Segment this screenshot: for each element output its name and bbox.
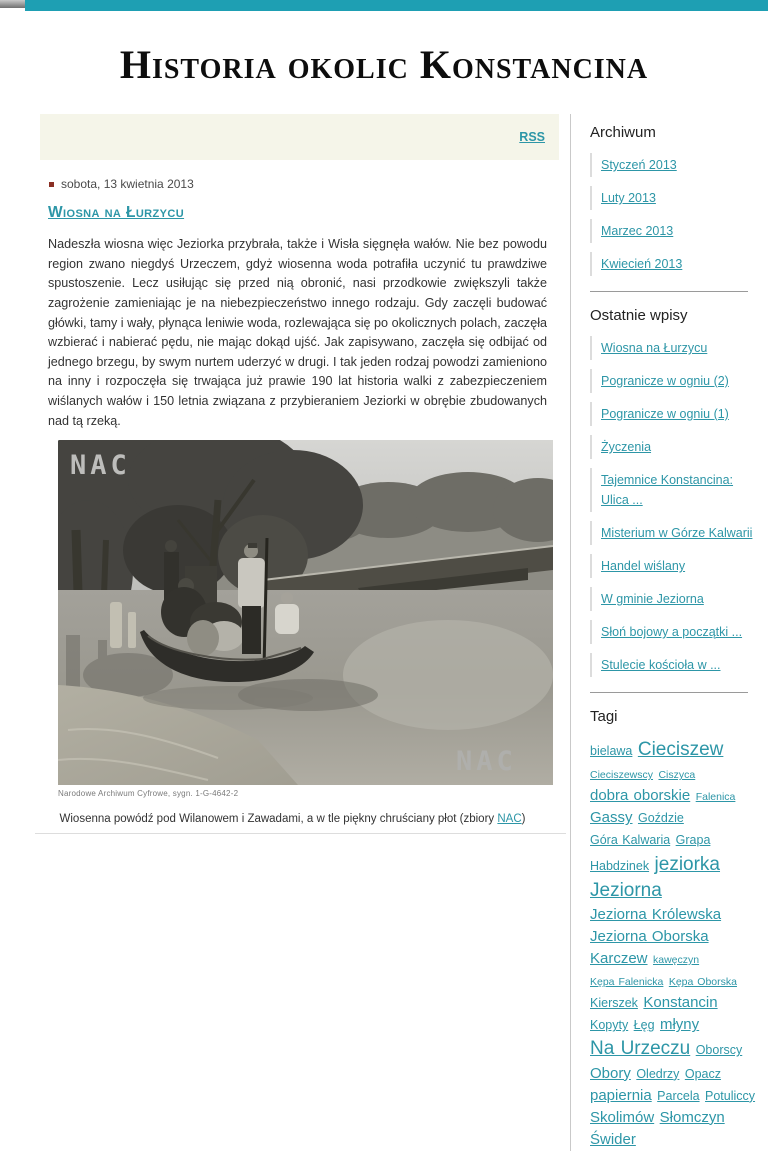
tag-link[interactable]: Kępa Oborska — [668, 976, 737, 989]
tag-link[interactable]: kawęczyn — [652, 954, 700, 967]
flood-photo-illustration — [58, 440, 553, 785]
top-bar-gray-segment — [0, 0, 25, 8]
recent-posts-heading: Ostatnie wpisy — [590, 307, 688, 324]
sidebar-divider — [590, 291, 748, 292]
tag-link[interactable]: Cieciszew — [637, 739, 724, 760]
post-title — [48, 200, 566, 222]
date-bullet-icon — [49, 182, 54, 187]
sidebar-divider — [590, 692, 748, 693]
top-bar-teal-segment — [25, 0, 768, 11]
tag-link[interactable]: Obory — [590, 1064, 631, 1082]
sidebar-list-item — [590, 336, 760, 360]
tag-link[interactable]: Kopyty — [590, 1018, 629, 1033]
sidebar-list-item — [590, 153, 760, 177]
recent-posts-widget — [590, 307, 760, 677]
archive-widget — [590, 124, 760, 276]
tag-link[interactable]: Góra Kalwaria — [590, 833, 671, 848]
tag-link[interactable]: dobra oborskie — [590, 787, 691, 805]
recent-post-link[interactable]: Wiosna na Łurzycu — [601, 341, 708, 355]
tag-link[interactable]: Oledrzy — [636, 1066, 680, 1081]
tag-link[interactable]: Falenica — [695, 791, 736, 804]
sidebar-list-item — [590, 521, 760, 545]
archive-heading: Archiwum — [590, 124, 656, 141]
tag-link[interactable]: Konstancin — [643, 994, 718, 1012]
tag-cloud — [590, 737, 760, 1151]
archive-link[interactable]: Styczeń 2013 — [601, 158, 677, 172]
post-date-line — [49, 177, 566, 191]
tags-heading: Tagi — [590, 708, 618, 725]
tag-link[interactable]: Kierszek — [590, 996, 638, 1011]
sidebar-list-item — [590, 554, 760, 578]
caption-text-end: ) — [521, 813, 526, 826]
tag-link[interactable]: Łęg — [633, 1018, 655, 1033]
tag-link[interactable]: Ciszyca — [658, 769, 696, 782]
page-layout — [0, 114, 768, 1151]
recent-post-link[interactable]: Tajemnice Konstancina: Ulica ... — [601, 473, 734, 507]
tag-link[interactable]: Karczew — [590, 950, 648, 968]
sidebar-list-item — [590, 435, 760, 459]
tag-link[interactable]: Jeziorna Oborska — [590, 928, 709, 946]
photo-caption — [35, 813, 550, 825]
recent-post-link[interactable]: W gminie Jeziorna — [601, 592, 704, 606]
tag-link[interactable]: Skolimów — [590, 1108, 655, 1126]
main-column — [35, 114, 566, 1151]
tag-link[interactable]: Oborscy — [695, 1043, 743, 1058]
tag-link[interactable]: bielawa — [590, 744, 633, 758]
archive-list — [590, 153, 760, 276]
recent-post-link[interactable]: Pogranicze w ogniu (2) — [601, 374, 729, 388]
tag-link[interactable]: Grapa — [675, 833, 711, 848]
post-date: sobota, 13 kwietnia 2013 — [61, 177, 194, 191]
sidebar-list-item — [590, 402, 760, 426]
photo-credit: Narodowe Archiwum Cyfrowe, sygn. 1-G-4642-2 — [58, 789, 239, 799]
tag-link[interactable]: Cieciszewscy — [590, 769, 654, 782]
page-title: Historia okolic Konstancina — [119, 42, 649, 87]
sidebar-list-item — [590, 219, 760, 243]
tag-link[interactable]: jeziorka — [654, 853, 721, 875]
tag-link[interactable]: Gassy — [590, 809, 633, 827]
post-bottom-divider — [35, 833, 566, 834]
sidebar-list-item — [590, 369, 760, 393]
recent-post-link[interactable]: Stulecie kościoła w ... — [601, 658, 721, 672]
nac-watermark-bottom-icon: NAC — [456, 746, 517, 778]
tag-link[interactable]: Jeziorna — [590, 879, 662, 901]
archive-link[interactable]: Luty 2013 — [601, 191, 656, 205]
feed-header-box — [40, 114, 559, 160]
tag-link[interactable]: Potuliccy — [705, 1088, 756, 1103]
tags-widget — [590, 708, 760, 1151]
tag-link[interactable]: Słomczyn — [659, 1108, 725, 1126]
sidebar-list-item — [590, 653, 760, 677]
tag-link[interactable]: papiernia — [590, 1086, 652, 1104]
sidebar-list-item — [590, 468, 760, 512]
recent-post-link[interactable]: Słoń bojowy a początki ... — [601, 625, 743, 639]
tag-link[interactable]: Opacz — [684, 1066, 721, 1081]
sidebar — [571, 114, 768, 1151]
tag-link[interactable]: Habdzinek — [590, 858, 650, 873]
post-photo — [58, 440, 553, 785]
sidebar-list-item — [590, 252, 760, 276]
sidebar-list-item — [590, 186, 760, 210]
recent-post-link[interactable]: Życzenia — [601, 440, 652, 454]
recent-post-link[interactable]: Pogranicze w ogniu (1) — [601, 407, 729, 421]
tag-link[interactable]: Jeziorna Królewska — [590, 905, 722, 923]
tag-link[interactable]: młyny — [659, 1016, 700, 1034]
top-bar — [0, 0, 768, 11]
recent-post-link[interactable]: Handel wiślany — [601, 559, 686, 573]
recent-posts-list — [590, 336, 760, 677]
nac-watermark-top-icon: NAC — [70, 450, 131, 482]
recent-post-link[interactable]: Misterium w Górze Kalwarii — [601, 526, 753, 540]
archive-link[interactable]: Kwiecień 2013 — [601, 257, 683, 271]
tag-link[interactable]: Parcela — [657, 1088, 700, 1103]
sidebar-list-item — [590, 620, 760, 644]
rss-link[interactable]: RSS — [519, 130, 545, 144]
photo-water-sheen — [343, 620, 553, 730]
caption-nac-link[interactable]: NAC — [497, 813, 522, 826]
tag-link[interactable]: Na Urzeczu — [590, 1038, 691, 1060]
caption-text: Wiosenna powódź pod Wilanowem i Zawadami, a w tle piękny chruściany płot (zbiory — [59, 813, 498, 826]
tag-link[interactable]: Goździe — [637, 811, 684, 826]
tag-link[interactable]: Kępa Falenicka — [590, 976, 664, 989]
post-title-link[interactable]: Wiosna na Łurzycu — [48, 204, 185, 221]
sidebar-list-item — [590, 587, 760, 611]
post-body: Nadeszła wiosna więc Jeziorka przybrała, także i Wisła sięgnęła wałów. Nie bez powodu region zwano niegdyś Urzeczem, gdyż wiosenna woda potrafiła uczynić tu prawdziwe spustoszenie. Lecz usiłując się przed nią obronić, nasi przodkowie zwiększyli także zagrożenie zamieniając je na niebezpieczeństwo innego rodzaju. Gdy zaczęli budować główki, tamy i wały, płynąca leniwie woda, rozlewająca się po okolicznych polach, zaczęła wzbierać i nabierać pędu, nie mając dokąd ujść. Jak zapisywano, zaczęła się odbijać od jednego brzegu, by swym nurtem uderzyć w drugi. I tak jeden rodzaj powodzi zamieniono na inny i rozpoczęła się trwająca już prawie 190 lat historia walki z zabezpieczeniem wiślanych wałów i 150 letnia związana z przybieraniem Jeziorki w obrębie zbudowanych nad tą rzeką. — [48, 237, 547, 428]
archive-link[interactable]: Marzec 2013 — [601, 224, 674, 238]
tag-link[interactable]: Świder — [590, 1130, 636, 1148]
